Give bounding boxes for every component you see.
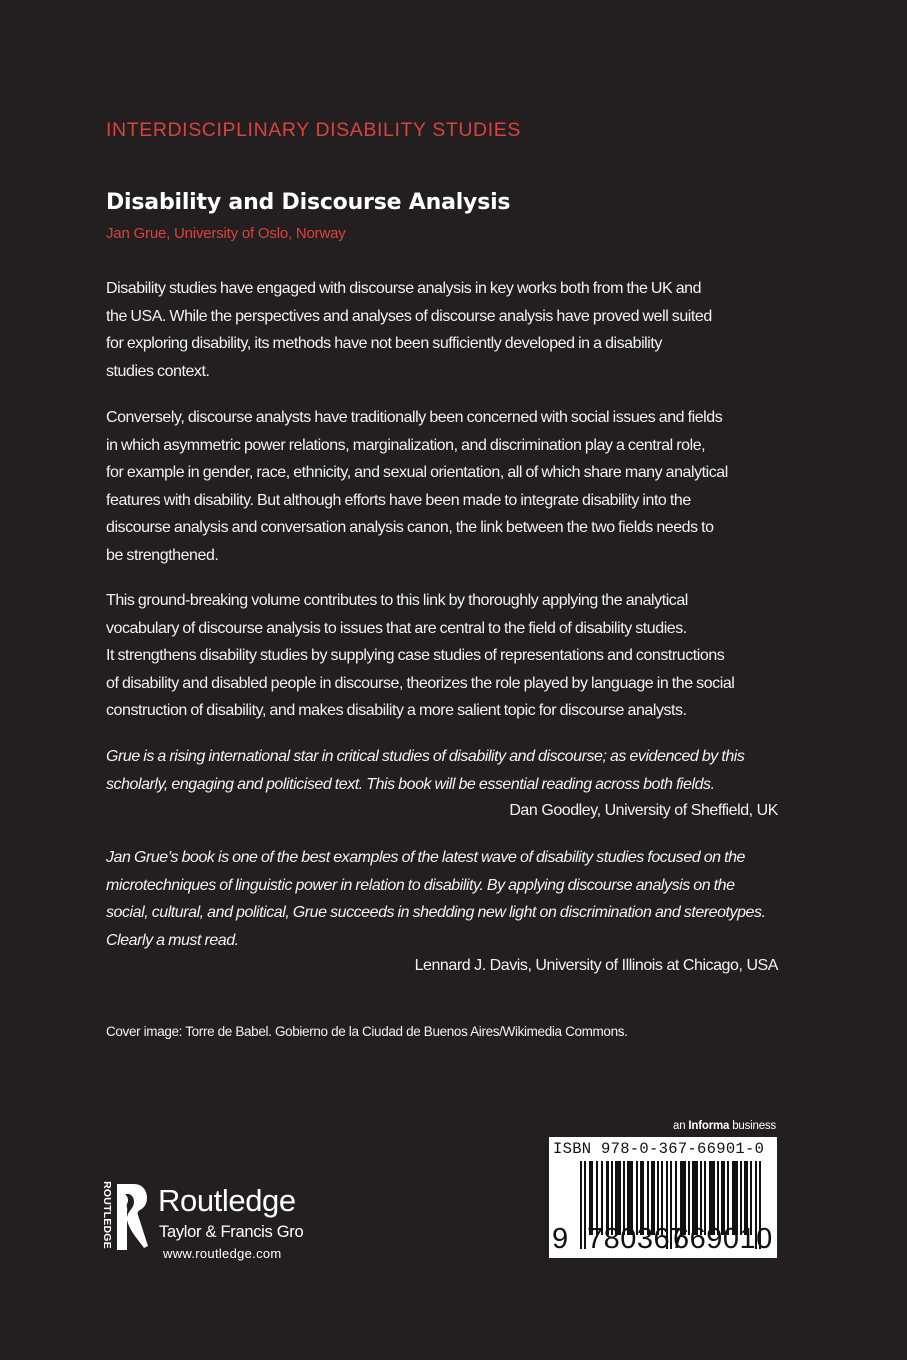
endorsement-quote-1 xyxy=(106,743,786,798)
ean-right-digits: 669010 xyxy=(673,1223,773,1255)
text-line: This ground-breaking volume contributes to this link by thoroughly applying the analytical xyxy=(106,592,688,609)
text-line: the USA. While the perspectives and analyses of discourse analysis have proved well suited xyxy=(106,307,712,325)
text-line: for exploring disability, its methods have not been sufficiently developed in a disability xyxy=(106,335,662,352)
text-line: construction of disability, and makes disability a more salient topic for discourse analysts. xyxy=(106,702,687,719)
ean-first-digit: 9 xyxy=(552,1223,569,1255)
endorsement-quote-2 xyxy=(106,844,786,954)
routledge-logo-icon xyxy=(100,1180,152,1252)
quote-line: Grue is a rising international star in critical studies of disability and discourse; as evidenced by this xyxy=(106,748,745,765)
text-line: Conversely, discourse analysts have traditionally been concerned with social issues and fields xyxy=(106,409,723,426)
ean-left-digits: 780367 xyxy=(587,1223,687,1255)
text-line: It strengthens disability studies by supplying case studies of representations and constructions xyxy=(106,647,725,664)
text-line: of disability and disabled people in discourse, theorizes the role played by language in the social xyxy=(106,674,735,692)
publisher-group: Taylor & Francis Gro xyxy=(159,1223,304,1241)
barcode-icon xyxy=(549,1137,777,1258)
text-line: in which asymmetric power relations, marginalization, and discrimination play a central role, xyxy=(106,436,706,454)
quote-line: scholarly, engaging and politicised text. This book will be essential reading across both fields. xyxy=(106,775,715,793)
description-paragraph-1 xyxy=(106,275,786,385)
endorsement-attribution-2: Lennard J. Davis, University of Illinois at Chicago, USA xyxy=(414,957,778,974)
profile-r-glyph-icon xyxy=(100,1180,152,1252)
isbn-label: ISBN 978-0-367-66901-0 xyxy=(553,1140,765,1158)
text-line: features with disability. But although efforts have been made to integrate disability into the xyxy=(106,491,691,509)
cover-image-credit: Cover image: Torre de Babel. Gobierno de la Ciudad de Buenos Aires/Wikimedia Commons. xyxy=(106,1024,628,1039)
text-line: for example in gender, race, ethnicity, and sexual orientation, all of which share many analytical xyxy=(106,464,728,481)
informa-business-label: an Informa business xyxy=(673,1120,776,1132)
quote-line: Clearly a must read. xyxy=(106,931,239,949)
publisher-url[interactable]: www.routledge.com xyxy=(163,1246,282,1261)
text-line: vocabulary of discourse analysis to issues that are central to the field of disability studies. xyxy=(106,619,687,637)
routledge-vertical-wordmark: ROUTLEDGE xyxy=(101,1181,113,1249)
series-label: INTERDISCIPLINARY DISABILITY STUDIES xyxy=(106,119,521,141)
text-line: studies context. xyxy=(106,362,210,380)
endorsement-attribution-1: Dan Goodley, University of Sheffield, UK xyxy=(509,802,778,819)
publisher-name: Routledge xyxy=(158,1183,296,1218)
quote-line: Jan Grue’s book is one of the best examples of the latest wave of disability studies focused on the xyxy=(106,849,746,866)
text-line: discourse analysis and conversation analysis canon, the link between the two fields needs to xyxy=(106,519,714,536)
description-paragraph-3 xyxy=(106,587,786,725)
author-line: Jan Grue, University of Oslo, Norway xyxy=(106,225,346,242)
book-title: Disability and Discourse Analysis xyxy=(106,190,511,215)
quote-line: microtechniques of linguistic power in relation to disability. By applying discourse analysis on the xyxy=(106,876,735,894)
text-line: Disability studies have engaged with discourse analysis in key works both from the UK and xyxy=(106,280,702,297)
text-line: be strengthened. xyxy=(106,546,219,564)
description-paragraph-2 xyxy=(106,404,786,569)
quote-line: social, cultural, and political, Grue succeeds in shedding new light on discrimination and stereotypes. xyxy=(106,904,766,921)
